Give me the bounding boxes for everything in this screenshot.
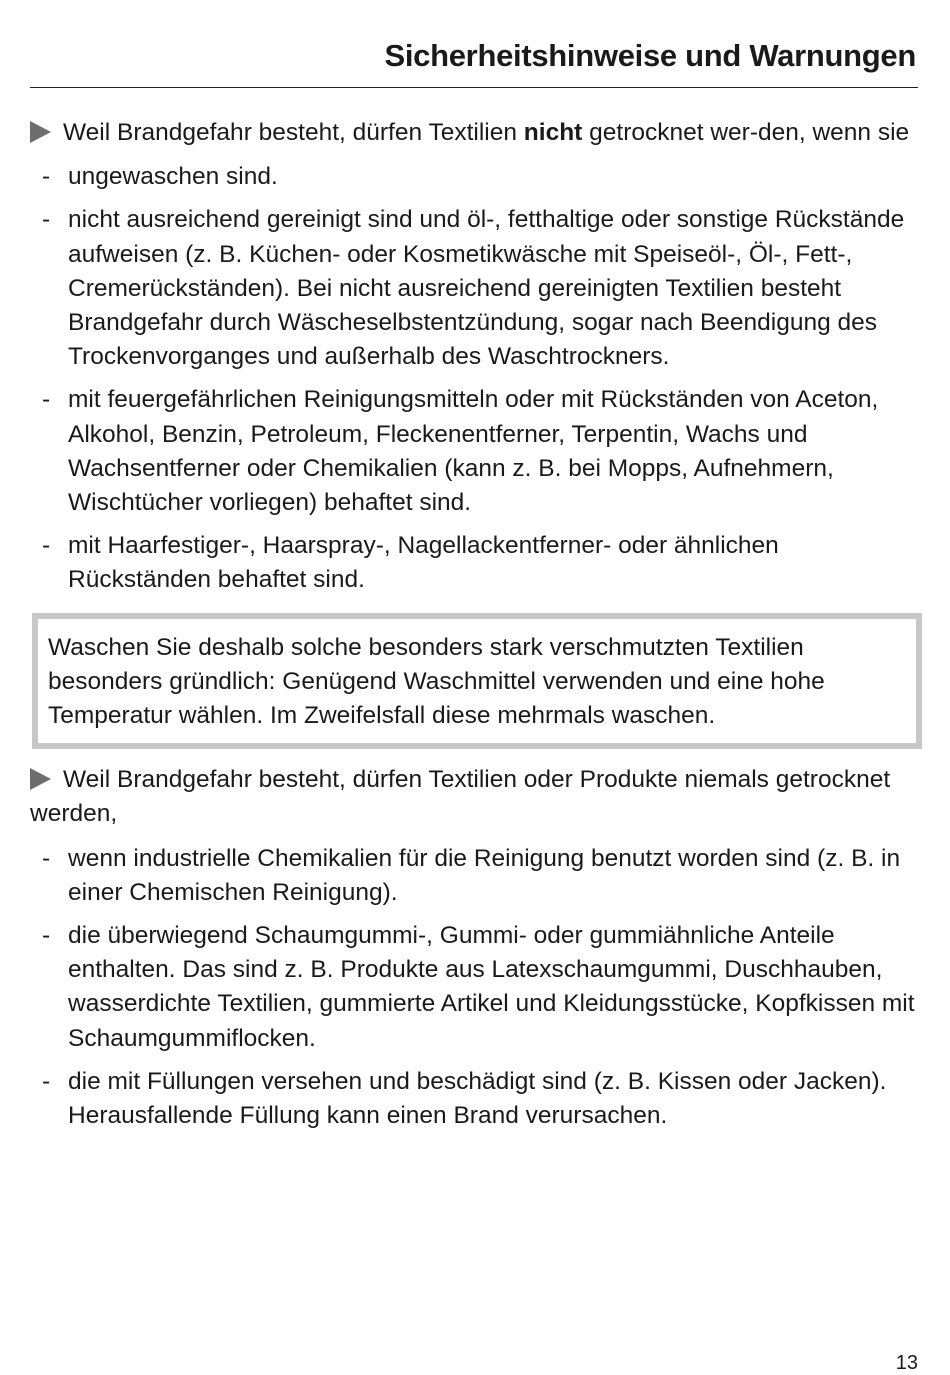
- warning-intro-1: Weil Brandgefahr besteht, dürfen Textilien nicht getrocknet wer-den, wenn sie: [30, 116, 920, 150]
- notice-box: [32, 613, 922, 750]
- list-item: - wenn industrielle Chemikalien für die Reinigung benutzt worden sind (z. B. in einer Chemischen Reinigung).: [42, 844, 901, 906]
- triangle-right-icon: [30, 121, 51, 143]
- page-content: [30, 116, 920, 1142]
- warning-intro-2: Weil Brandgefahr besteht, dürfen Textilien oder Produkte niemals getrocknet werden,: [30, 766, 891, 828]
- list-item: - mit Haarfestiger-, Haarspray-, Nagellackentferner- oder ähnlichen Rückständen behaftet sind.: [42, 532, 779, 594]
- warning-list-1: [30, 160, 920, 597]
- page-title: Sicherheitshinweise und Warnungen: [384, 38, 916, 73]
- emphasis-nicht: nicht: [523, 119, 583, 146]
- list-item: - nicht ausreichend gereinigt sind und öl-, fetthaltige oder sonstige Rückstände aufweisen (z. B. Küchen- oder Kosmetikwäsche mit Speiseöl-, Öl-, Fett-, Cremerückständen). Bei nicht ausreichend gereinigten Textilien besteht Brandgefahr durch Wäscheselbstentzündung, sogar nach Beendigung des Trockenvorganges und außerhalb des Waschtrockners.: [42, 206, 905, 371]
- page-number: 13: [895, 1352, 918, 1374]
- triangle-right-icon: [30, 768, 51, 790]
- list-item: - ungewaschen sind.: [42, 163, 278, 191]
- page-header: [30, 36, 918, 88]
- warning-list-2: [30, 842, 920, 1134]
- list-item: - die mit Füllungen versehen und beschädigt sind (z. B. Kissen oder Jacken). Herausfallende Füllung kann einen Brand verursachen.: [42, 1067, 887, 1130]
- list-item: - mit feuergefährlichen Reinigungsmitteln oder mit Rückständen von Aceton, Alkohol, Benzin, Petroleum, Fleckenentferner, Terpentin, Wachs und Wachsentferner oder Chemikalien (kann z. B. bei Mopps, Aufnehmern, Wischtücher vorliegen) behaftet sind.: [42, 386, 879, 517]
- notice-text: Waschen Sie deshalb solche besonders stark verschmutzten Textilien besonders gründlich: Genügend Waschmittel verwenden und eine hohe Temperatur wählen. Im Zweifelsfall diese mehrmals waschen.: [48, 633, 825, 730]
- list-item: - die überwiegend Schaumgummi-, Gummi- oder gummiähnliche Anteile enthalten. Das sind z. B. Produkte aus Latexschaumgummi, Duschhauben, wasserdichte Textilien, gummierte Artikel und Kleidungsstücke, Kopfkissen mit Schaumgummiflocken.: [42, 922, 915, 1052]
